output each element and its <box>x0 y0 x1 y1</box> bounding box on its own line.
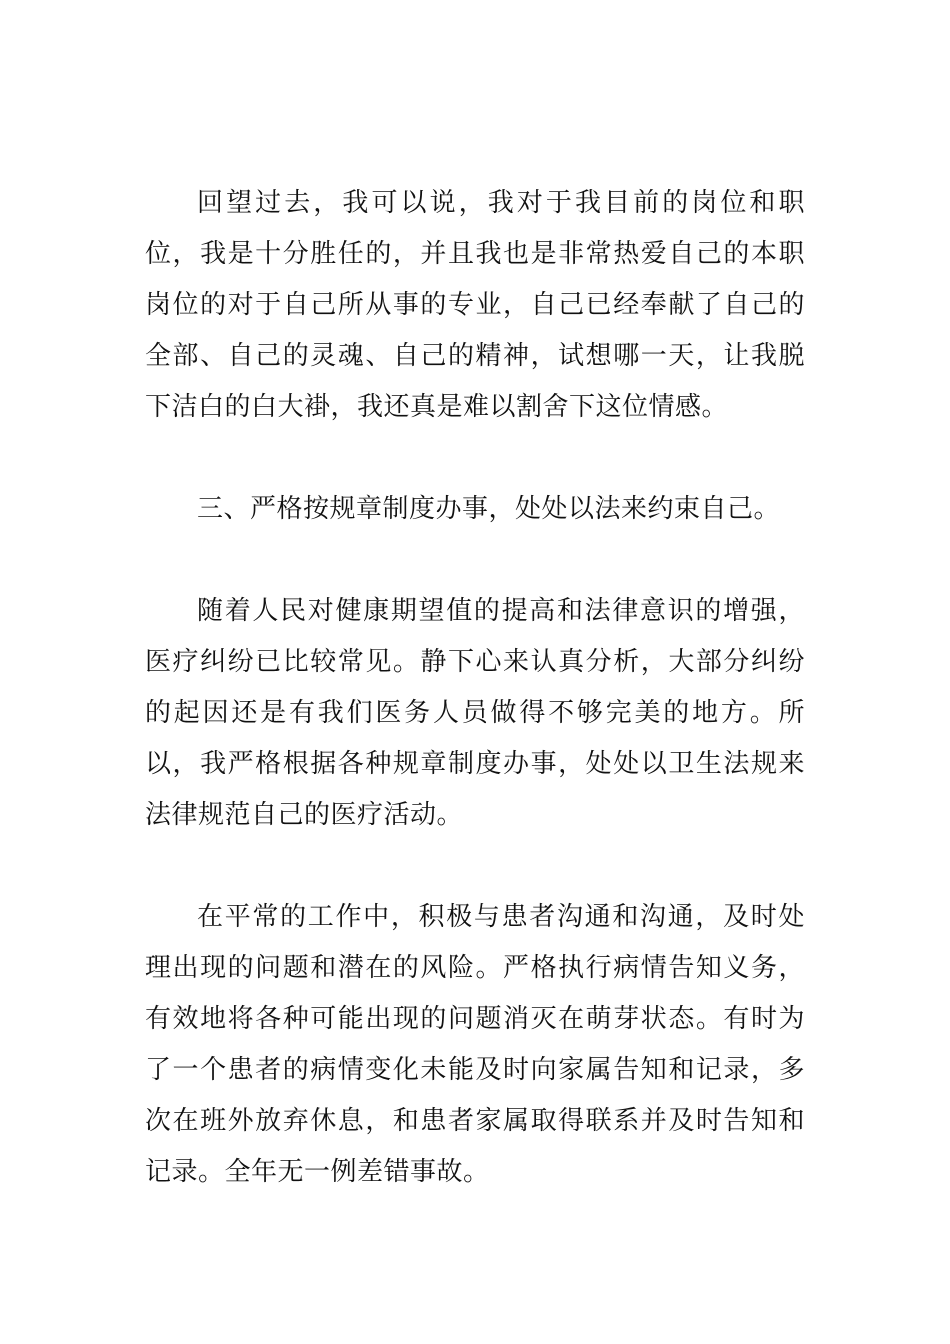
paragraph-medical-disputes: 随着人民对健康期望值的提高和法律意识的增强，医疗纠纷已比较常见。静下心来认真分析，大部分纠纷的起因还是有我们医务人员做得不够完美的地方。所以，我严格根据各种规章制度办事，处处以卫生法规来法律规范自己的医疗活动。 <box>145 596 805 830</box>
paragraph-patient-communication: 在平常的工作中，积极与患者沟通和沟通，及时处理出现的问题和潜在的风险。严格执行病情告知义务，有效地将各种可能出现的问题消灭在萌芽状态。有时为了一个患者的病情变化未能及时向家属告知和记录，多次在班外放弃休息，和患者家属取得联系并及时告知和记录。全年无一例差错事故。 <box>145 902 805 1187</box>
document-body <box>145 178 805 1198</box>
section-heading-three: 三、严格按规章制度办事，处处以法来约束自己。 <box>197 494 781 524</box>
paragraph-reflection: 回望过去，我可以说，我对于我目前的岗位和职位，我是十分胜任的，并且我也是非常热爱自己的本职岗位的对于自己所从事的专业，自己已经奉献了自己的全部、自己的灵魂、自己的精神，试想哪一天，让我脱下洁白的白大褂，我还真是难以割舍下这位情感。 <box>145 188 805 422</box>
